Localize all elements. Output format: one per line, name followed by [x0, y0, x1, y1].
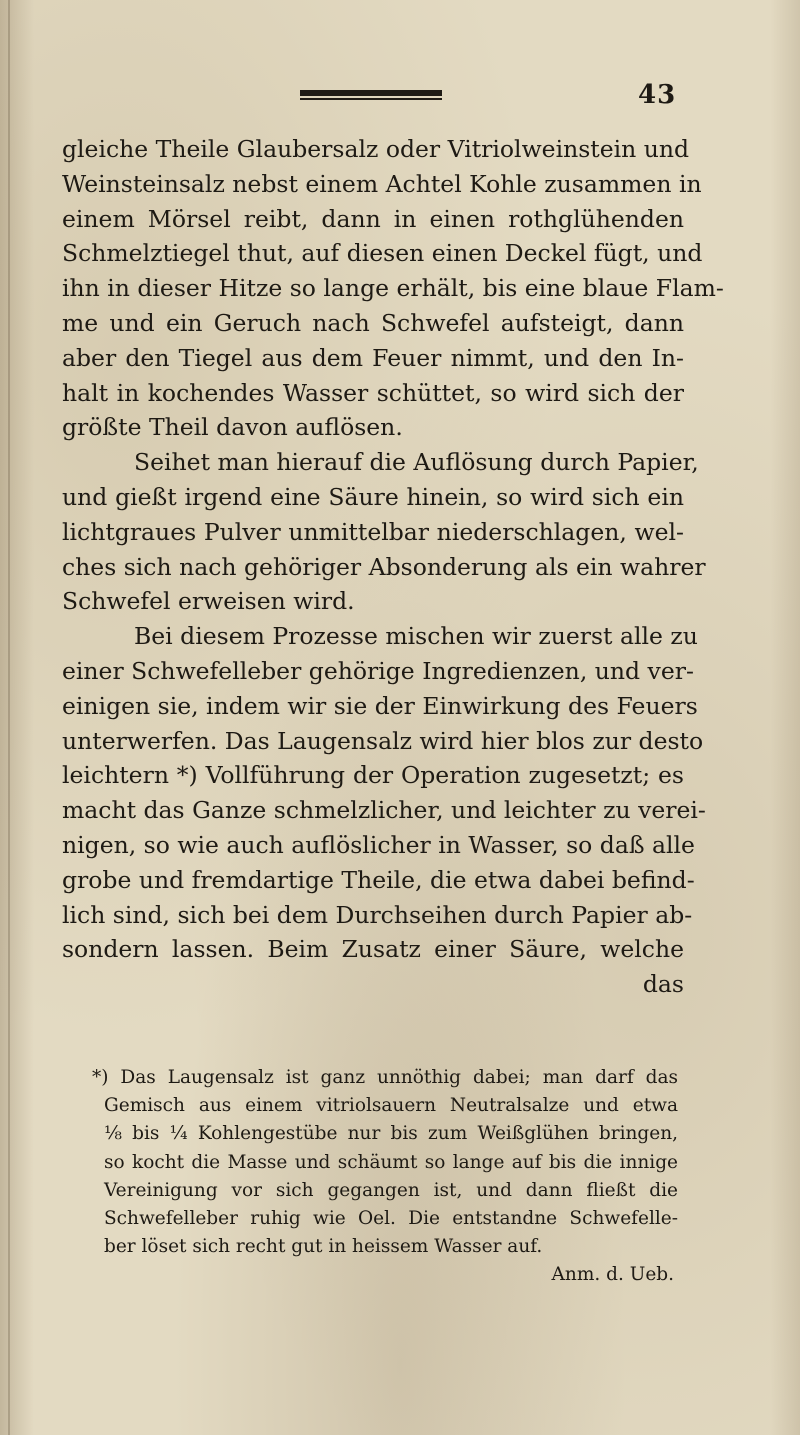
- page-number: 43: [638, 80, 677, 110]
- footnote-line: ⅛ bis ¼ Kohlengestübe nur bis zum Weißglühen bringen,: [104, 1123, 678, 1145]
- text-line: einer Schwefelleber gehörige Ingredienzen, und ver-: [62, 656, 694, 685]
- text-line: me und ein Geruch nach Schwefel aufsteigt, dann: [62, 308, 684, 337]
- footnote-line: Vereinigung vor sich gegangen ist, und dann fließt die: [104, 1179, 678, 1201]
- text-line: Schmelztiegel thut, auf diesen einen Deckel fügt, und: [62, 239, 703, 268]
- text-line: lich sind, sich bei dem Durchseihen durch Papier ab-: [62, 900, 693, 929]
- text-line: einigen sie, indem wir sie der Einwirkung des Feuers: [62, 691, 698, 720]
- text-line: Weinsteinsalz nebst einem Achtel Kohle zusammen in: [62, 169, 702, 198]
- header-ornament-rule: [300, 88, 442, 102]
- footnote-line: ber löset sich recht gut in heissem Wasser auf.: [104, 1236, 543, 1258]
- footnote: [92, 1064, 678, 1290]
- text-line: sondern lassen. Beim Zusatz einer Säure, welche: [62, 935, 684, 964]
- text-line: leichtern *) Vollführung der Operation zugesetzt; es: [62, 761, 684, 790]
- text-line: und gießt irgend eine Säure hinein, so wird sich ein: [62, 482, 684, 511]
- paragraph-start-line: Bei diesem Prozesse mischen wir zuerst alle zu: [134, 622, 698, 651]
- footnote-line: so kocht die Masse und schäumt so lange auf bis die innige: [104, 1151, 678, 1173]
- text-line: halt in kochendes Wasser schüttet, so wird sich der: [62, 378, 684, 407]
- text-line: aber den Tiegel aus dem Feuer nimmt, und den In-: [62, 343, 684, 372]
- footnote-line: *) Das Laugensalz ist ganz unnöthig dabei; man darf das: [92, 1067, 678, 1088]
- text-line: größte Theil davon auflösen.: [62, 413, 403, 442]
- text-line: lichtgraues Pulver unmittelbar niederschlagen, wel-: [62, 517, 684, 546]
- text-line: ches sich nach gehöriger Absonderung als ein wahrer: [62, 552, 706, 581]
- footnote-line: Schwefelleber ruhig wie Oel. Die entstandne Schwefelle-: [104, 1207, 678, 1229]
- catchword: das: [642, 970, 684, 999]
- text-line: einem Mörsel reibt, dann in einen rothglühenden: [62, 204, 684, 233]
- footnote-line: Gemisch aus einem vitriolsauern Neutralsalze und etwa: [104, 1095, 678, 1117]
- text-line: ihn in dieser Hitze so lange erhält, bis eine blaue Flam-: [62, 274, 724, 303]
- main-text: [62, 132, 724, 1002]
- text-line: macht das Ganze schmelzlicher, und leichter zu verei-: [62, 796, 706, 825]
- paragraph-start-line: Seihet man hierauf die Auflösung durch Papier,: [134, 448, 699, 477]
- binding-gutter: [8, 0, 10, 1435]
- text-line: grobe und fremdartige Theile, die etwa dabei befind-: [62, 865, 695, 894]
- text-line: unterwerfen. Das Laugensalz wird hier blos zur desto: [62, 726, 704, 755]
- text-line: nigen, so wie auch auflöslicher in Wasser, so daß alle: [62, 830, 695, 859]
- header-rule-thick: [300, 90, 442, 96]
- header-rule-thin: [300, 98, 442, 100]
- text-line: gleiche Theile Glaubersalz oder Vitriolweinstein und: [62, 135, 690, 163]
- footnote-signature: Anm. d. Ueb.: [551, 1264, 674, 1286]
- text-line: Schwefel erweisen wird.: [62, 587, 355, 616]
